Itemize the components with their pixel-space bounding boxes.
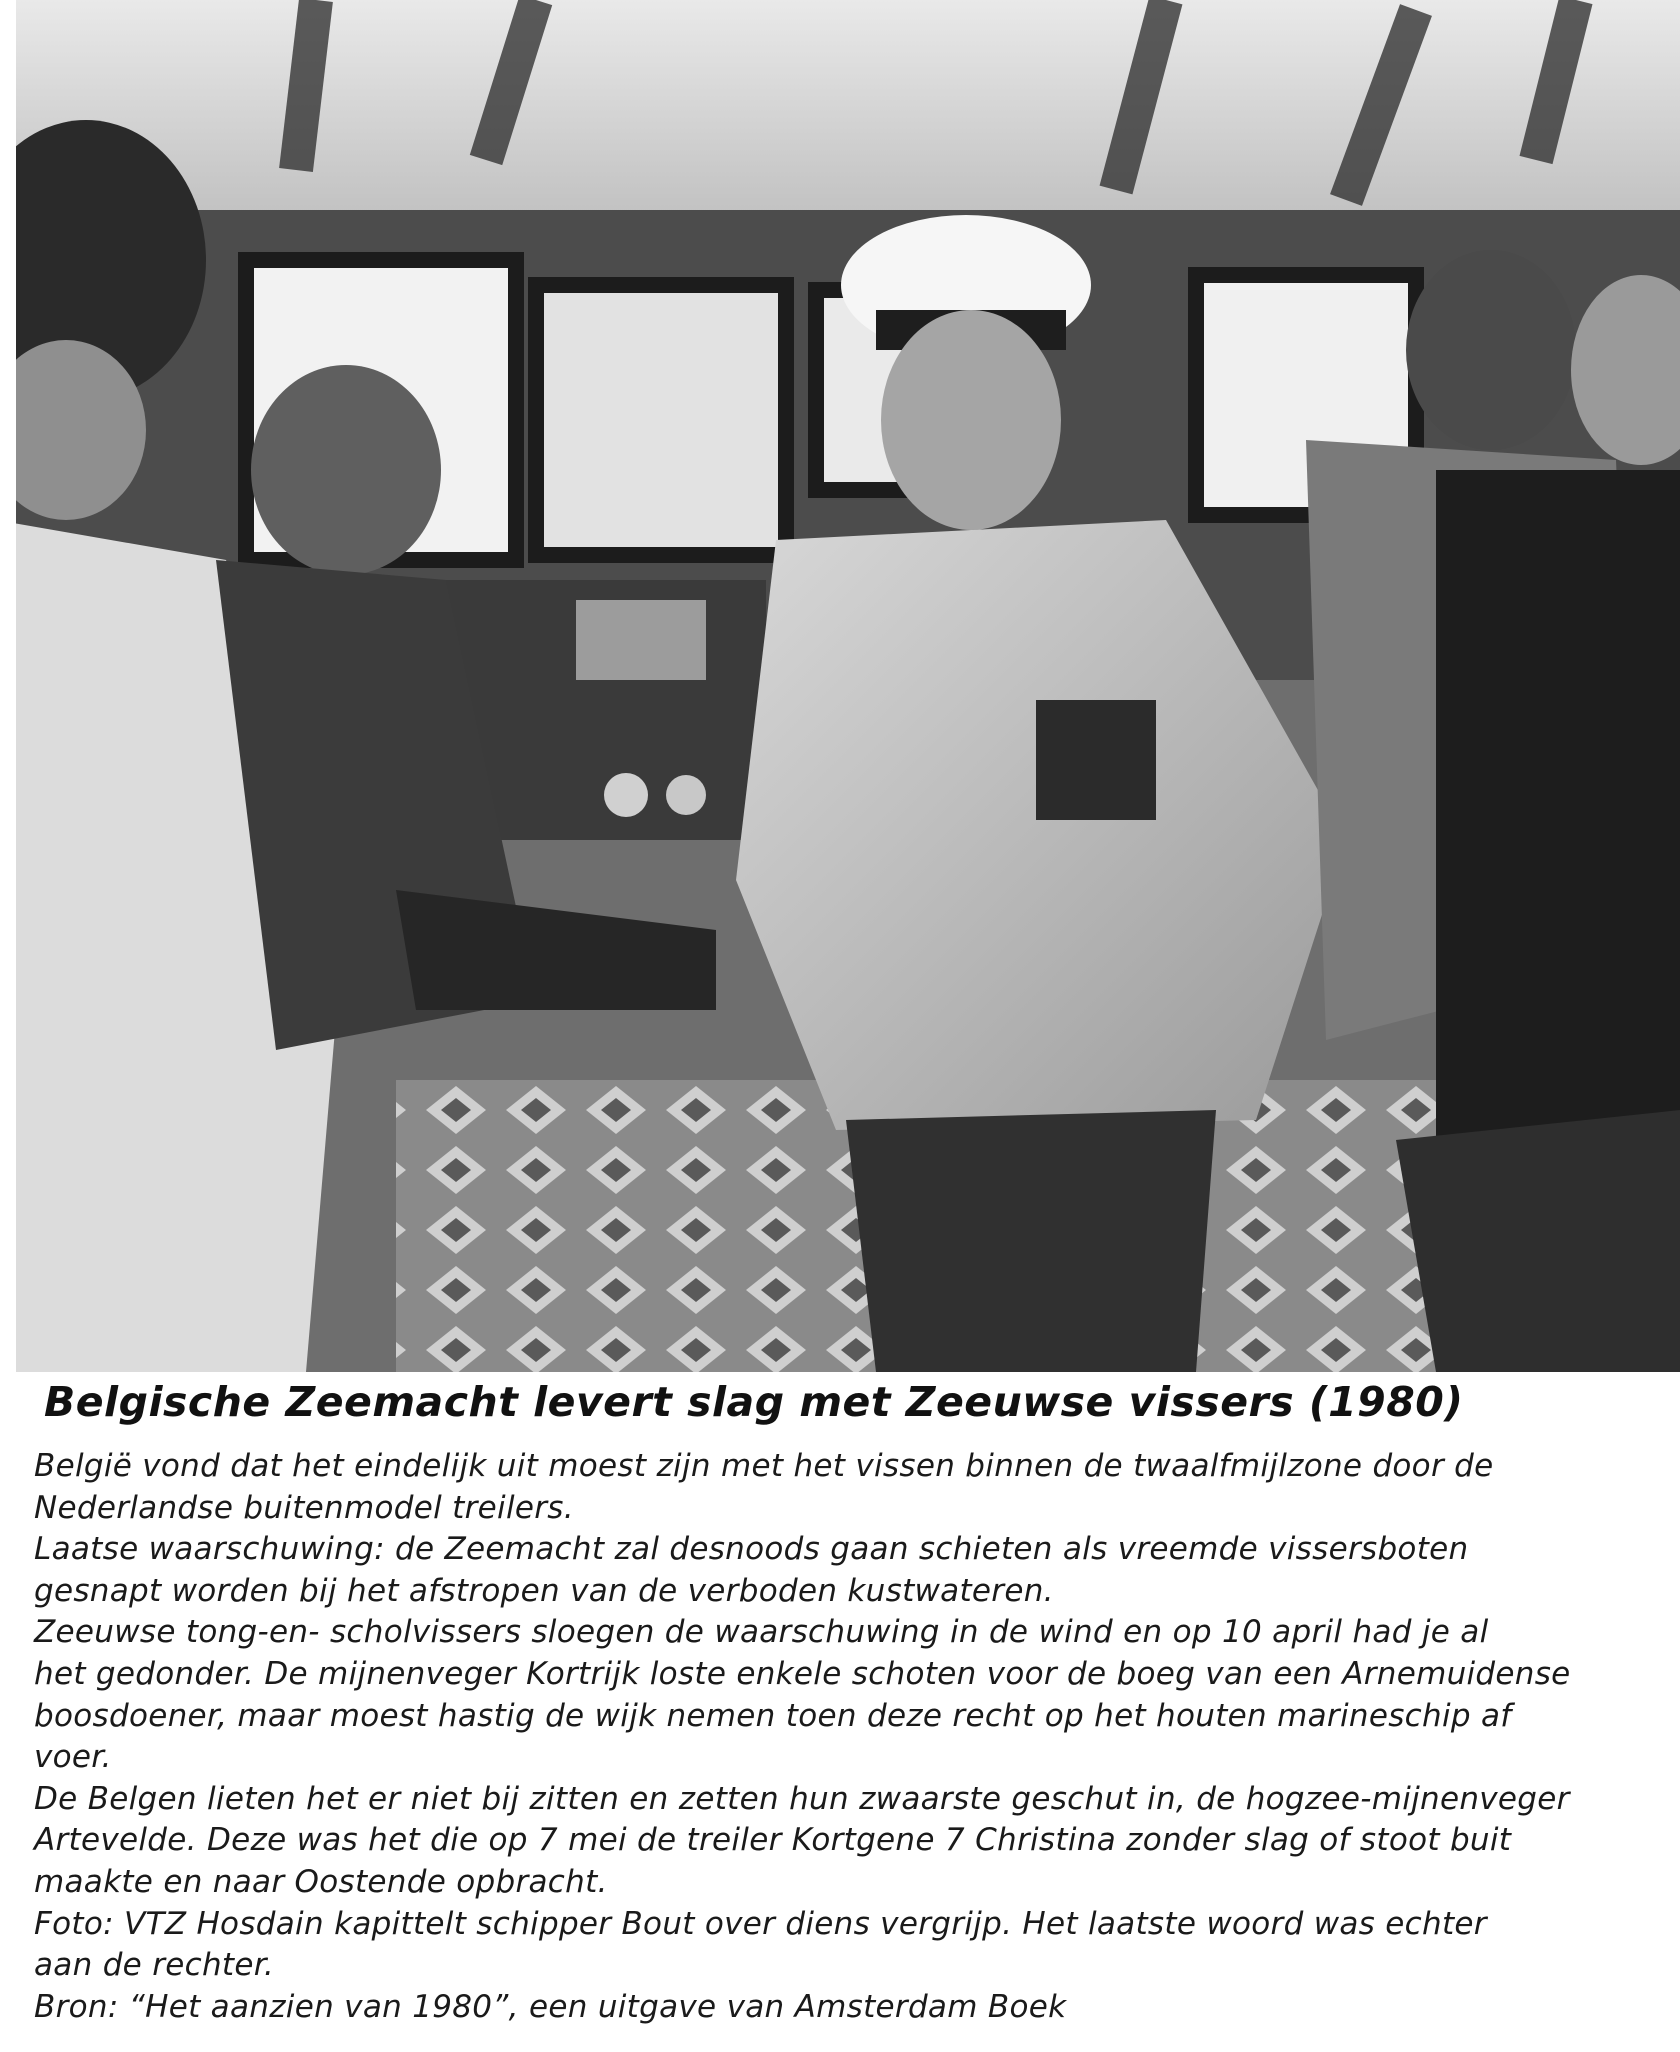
caption-line: aan de rechter. <box>34 1947 275 1984</box>
caption-line: maakte en naar Oostende opbracht. <box>34 1863 608 1900</box>
caption-title: Belgische Zeemacht levert slag met Zeeuwse vissers (1980) <box>44 1378 1464 1426</box>
caption-line: Foto: VTZ Hosdain kapittelt schipper Bout over diens vergrijp. Het laatste woord was echter <box>34 1905 1487 1942</box>
caption-line: Zeeuwse tong-en- scholvissers sloegen de waarschuwing in de wind en op 10 april had je al <box>34 1614 1489 1651</box>
caption-line: het gedonder. De mijnenveger Kortrijk loste enkele schoten voor de boeg van een Arnemuidense <box>34 1655 1571 1692</box>
caption-line: boosdoener, maar moest hastig de wijk nemen toen deze recht op het houten marineschip af <box>34 1697 1512 1734</box>
photo-illustration <box>16 0 1680 1372</box>
caption-line: België vond dat het eindelijk uit moest zijn met het vissen binnen de twaalfmijlzone door de <box>34 1448 1494 1484</box>
caption-line: Nederlandse buitenmodel treilers. <box>34 1489 574 1526</box>
caption-line: Laatse waarschuwing: de Zeemacht zal desnoods gaan schieten als vreemde vissersboten <box>34 1531 1469 1568</box>
caption-line: De Belgen lieten het er niet bij zitten en zetten hun zwaarste geschut in, de hogzee-mijnenveger <box>34 1780 1570 1817</box>
caption-line: voer. <box>34 1739 112 1776</box>
caption-line: gesnapt worden bij het afstropen van de verboden kustwateren. <box>34 1572 1054 1609</box>
wheelhouse-photo <box>16 0 1680 1372</box>
caption-line: Artevelde. Deze was het die op 7 mei de treiler Kortgene 7 Christina zonder slag of stoot buit <box>34 1822 1512 1859</box>
caption-line: Bron: “Het aanzien van 1980”, een uitgave van Amsterdam Boek <box>34 1988 1067 2025</box>
caption-body <box>34 1446 1664 2028</box>
